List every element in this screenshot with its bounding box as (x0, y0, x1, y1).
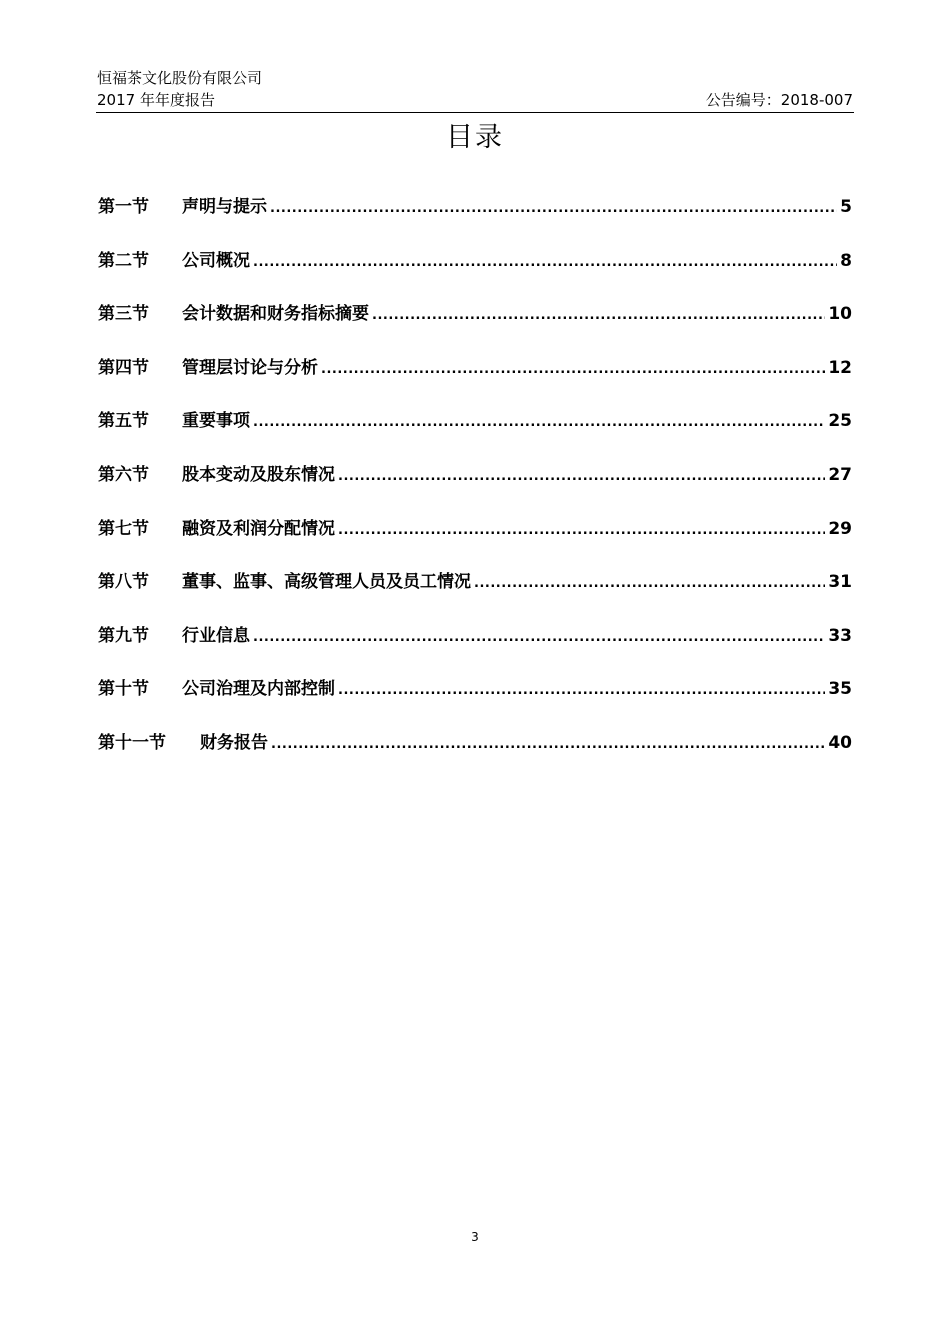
toc-page-number: 31 (828, 572, 852, 593)
toc-section-name: 重要事项 (182, 411, 250, 432)
toc-entry[interactable] (98, 460, 852, 514)
toc-entry[interactable] (98, 567, 852, 621)
toc-section: 第二节 (98, 250, 149, 271)
dot-leader (270, 201, 837, 216)
toc-section-name: 声明与提示 (182, 197, 267, 217)
toc-section: 第七节 (98, 518, 149, 539)
toc-section: 第一节 (98, 197, 149, 217)
toc-page-number: 29 (828, 518, 852, 539)
toc-section-name: 财务报告 (200, 732, 268, 753)
dot-leader (253, 415, 825, 430)
toc-section-name: 管理层讨论与分析 (182, 357, 318, 378)
toc-section-name: 公司概况 (182, 250, 250, 271)
toc-entry[interactable] (98, 406, 852, 460)
dot-leader (271, 737, 825, 752)
toc-section-name: 公司治理及内部控制 (182, 679, 335, 700)
toc-entry[interactable] (98, 514, 852, 568)
dot-leader (474, 576, 825, 591)
toc-page-number: 10 (828, 304, 852, 325)
table-of-contents (98, 192, 852, 782)
toc-entry[interactable] (98, 299, 852, 353)
toc-entry[interactable] (98, 192, 852, 246)
dot-leader (338, 683, 825, 698)
dot-leader (338, 523, 825, 538)
toc-section-name: 会计数据和财务指标摘要 (182, 304, 369, 325)
toc-section: 第四节 (98, 357, 149, 378)
toc-entry[interactable] (98, 621, 852, 675)
dot-leader (253, 255, 837, 270)
toc-entry[interactable] (98, 674, 852, 728)
toc-section: 第十节 (98, 679, 149, 700)
report-title: 2017 年年度报告 (97, 91, 215, 109)
toc-page-number: 8 (840, 250, 852, 271)
header-divider (96, 112, 854, 113)
toc-page-number: 35 (828, 679, 852, 700)
toc-section: 第六节 (98, 464, 149, 485)
dot-leader (372, 308, 825, 323)
toc-page-number: 25 (828, 411, 852, 432)
dot-leader (321, 362, 825, 377)
toc-entry[interactable] (98, 246, 852, 300)
page-number: 3 (471, 1230, 479, 1244)
toc-section-name: 股本变动及股东情况 (182, 464, 335, 485)
toc-page-number: 5 (840, 197, 852, 217)
toc-section-name: 行业信息 (182, 625, 250, 646)
toc-page-number: 27 (828, 464, 852, 485)
toc-page-number: 12 (828, 357, 852, 378)
company-name: 恒福茶文化股份有限公司 (97, 69, 263, 87)
toc-title: 目录 (446, 122, 504, 153)
toc-section: 第九节 (98, 625, 149, 646)
toc-section: 第五节 (98, 411, 149, 432)
toc-section: 第八节 (98, 572, 149, 593)
toc-page-number: 33 (828, 625, 852, 646)
announcement-number: 公告编号：2018-007 (705, 91, 853, 109)
toc-entry[interactable] (98, 728, 852, 782)
toc-page-number: 40 (828, 732, 852, 753)
toc-section-name: 融资及利润分配情况 (182, 518, 335, 539)
toc-section: 第三节 (98, 304, 149, 325)
toc-section-name: 董事、监事、高级管理人员及员工情况 (182, 572, 471, 593)
dot-leader (338, 469, 825, 484)
dot-leader (253, 630, 825, 645)
toc-entry[interactable] (98, 353, 852, 407)
toc-section: 第十一节 (98, 732, 166, 753)
